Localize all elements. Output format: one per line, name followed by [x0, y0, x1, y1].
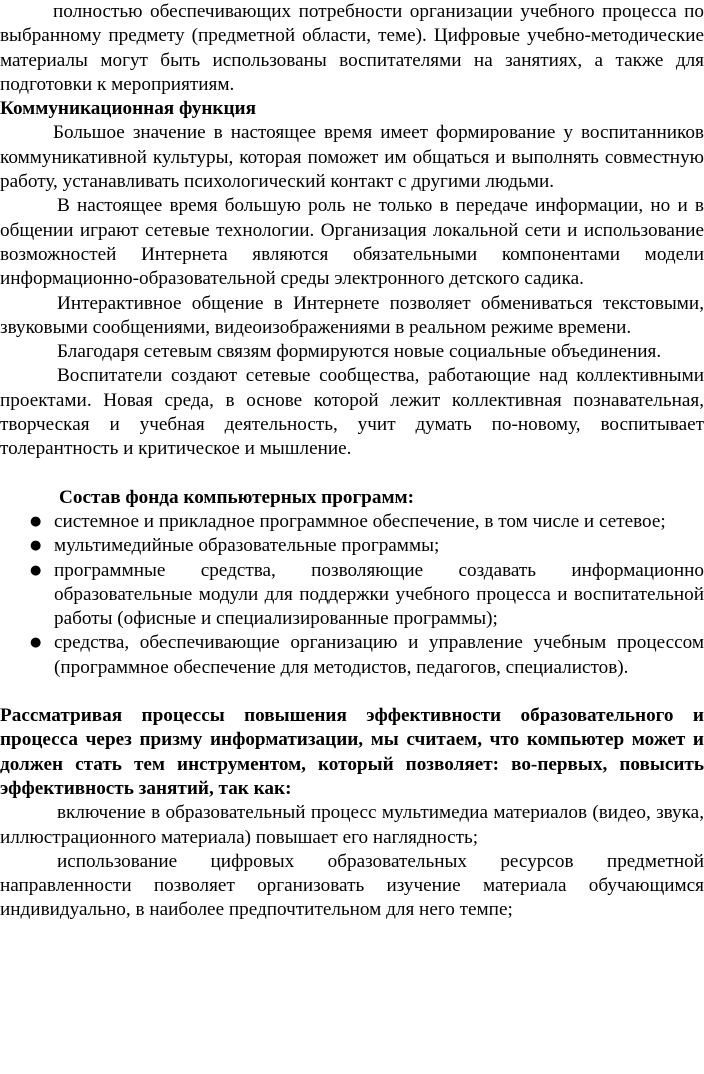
section-heading-communication: Коммуникационная функция: [0, 98, 256, 120]
bullet-icon: ●: [30, 513, 42, 529]
list-item-text: системное и прикладное программное обеспечение, в том числе и сетевое;: [54, 510, 666, 532]
paragraph-communication-5: Воспитатели создают сетевые сообщества, работающие над коллективными проектами. Новая среда, в основе которой лежит коллективная познавательная, творческая и учебная деятельность, учит думать по-новому, воспитывает толерантность и критическое и мышление.: [0, 365, 704, 460]
list-item: [0, 534, 704, 558]
bullet-icon: ●: [30, 562, 42, 578]
section-heading-fund: Состав фонда компьютерных программ:: [59, 486, 414, 508]
list-item-text: средства, обеспечивающие организацию и управление учебным процессом (программное обеспечение для методистов, педагогов, специалистов).: [54, 632, 704, 678]
fund-list: [0, 510, 704, 680]
section-heading-efficiency: Рассматривая процессы повышения эффективности образовательного и процесса через призму информатизации, мы считаем, что компьютер может и должен стать тем инструментом, который позволяет: во-первых, повысить эффективность занятий, так как:: [0, 705, 704, 799]
list-item: [0, 631, 704, 680]
list-item: [0, 559, 704, 632]
paragraph-efficiency-1: включение в образовательный процесс мультимедиа материалов (видео, звука, иллюстрационного материала) повышает его наглядность;: [0, 802, 704, 848]
bullet-icon: ●: [30, 538, 42, 554]
list-item-text: мультимедийные образовательные программы;: [54, 535, 440, 557]
bullet-icon: ●: [30, 635, 42, 651]
paragraph-communication-1: Большое значение в настоящее время имеет формирование у воспитанников коммуникативной культуры, которая поможет им общаться и выполнять совместную работу, устанавливать психологический контакт с другими людьми.: [0, 122, 704, 193]
paragraph-communication-4: Благодаря сетевым связям формируются новые социальные объединения.: [57, 341, 662, 363]
paragraph-efficiency-2: использование цифровых образовательных ресурсов предметной направленности позволяет организовать изучение материала обучающимся индивидуально, в наиболее предпочтительном для него темпе;: [0, 850, 704, 921]
spacer: [0, 680, 704, 704]
paragraph-intro: полностью обеспечивающих потребности организации учебного процесса по выбранному предмету (предметной области, теме). Цифровые учебно-методические материалы могут быть использованы воспитателями на занятиях, а также для подготовки к мероприятиям.: [0, 1, 704, 95]
paragraph-communication-2: В настоящее время большую роль не только в передаче информации, но и в общении играют сетевые технологии. Организация локальной сети и использование возможностей Интернета являются обязательными компонентами модели информационно-образовательной среды электронного детского садика.: [0, 195, 704, 290]
list-item: [0, 510, 704, 534]
spacer: [0, 462, 704, 486]
list-item-text: программные средства, позволяющие создавать информационно образовательные модули для поддержки учебного процесса и воспитательной работы (офисные и специализированные программы);: [54, 559, 704, 630]
paragraph-communication-3: Интерактивное общение в Интернете позволяет обмениваться текстовыми, звуковыми сообщениями, видеоизображениями в реальном режиме времени.: [0, 292, 704, 338]
